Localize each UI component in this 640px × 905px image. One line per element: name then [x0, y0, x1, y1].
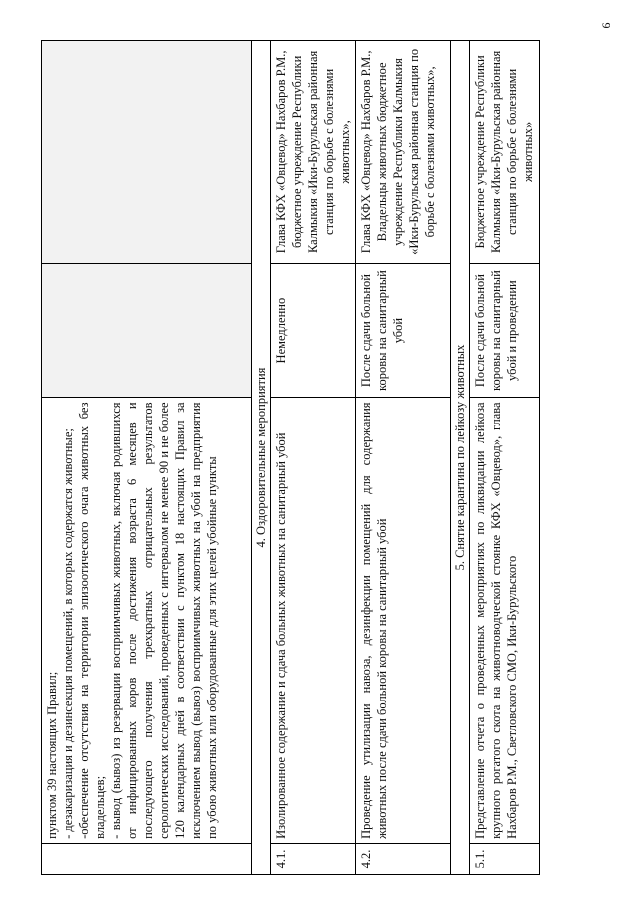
page-number: 9 [599, 22, 614, 29]
continuation-text [42, 398, 252, 843]
measure-cell: Представление отчета о проведенных мероприятиях по ликвидации лейкоза крупного рогатого скота на животноводческой стоянке КФХ «Овцевод», глава Нахбаров Р.М., Светловского СМО, Ики-Бурульского [470, 398, 540, 843]
empty-term-cell [42, 263, 252, 398]
empty-num-cell [42, 843, 252, 874]
responsible-cell: Глава КФХ «Овцевод» Нахбаров Р.М., Владельцы животных бюджетное учреждение Республики Калмыкия «Ики-Бурульская районная станция по борьбе с болезнями животных», [356, 41, 451, 264]
row-number: 4.2. [356, 843, 451, 874]
row-number: 5.1. [470, 843, 540, 874]
measure-cell: Изолированное содержание и сдача больных животных на санитарный убой [271, 398, 356, 843]
empty-responsible-cell [42, 41, 252, 264]
section-header [252, 41, 271, 875]
table-row [470, 41, 540, 875]
section-title: 5. Снятие карантина по лейкозу животных [451, 41, 470, 875]
table-row [42, 41, 252, 875]
text-line: - дезакаризация и дезинсекция помещений, в которых содержатся животные; [61, 428, 75, 839]
rotated-table-sheet [41, 40, 601, 875]
table-row [356, 41, 451, 875]
section-header [451, 41, 470, 875]
responsible-cell: Бюджетное учреждение Республики Калмыкия «Ики-Бурульская районная станция по борьбе с болезнями животных» [470, 41, 540, 264]
text-line: пунктом 39 настоящих Правил; [45, 671, 59, 839]
plan-table [41, 40, 540, 875]
text-line: -обеспечение отсутствия на территории эпизоотического очага животных без владельцев; [77, 402, 107, 839]
responsible-cell: Глава КФХ «Овцевод» Нахбаров Р.М., бюджетное учреждение Республики Калмыкия «Ики-Бурульская районная станция по борьбе с болезнями животных», [271, 41, 356, 264]
text-line: - вывод (вывоз) из резервации восприимчивых животных, включая родившихся от инфицированных коров после достижения возраста 6 месяцев и последующего получения трехкратных отрицательных результатов серологических исследований, проведенных с интервалом не менее 90 и не более 120 календарных дней в соответствии с пунктом 18 настоящих Правил за исключением вывод (вывоз) восприимчивых животных на убой на предприятия по убою животных или оборудованные для этих целей убойные пункты [109, 402, 219, 839]
term-cell: После сдачи больной коровы на санитарный убой и проведении [470, 263, 540, 398]
table-row [271, 41, 356, 875]
measure-cell: Проведение утилизации навоза, дезинфекции помещений для содержания животных после сдачи больной коровы на санитарный убой [356, 398, 451, 843]
term-cell: После сдачи больной коровы на санитарный убой [356, 263, 451, 398]
term-cell: Немедленно [271, 263, 356, 398]
row-number: 4.1. [271, 843, 356, 874]
section-title: 4. Оздоровительные мероприятия [252, 41, 271, 875]
